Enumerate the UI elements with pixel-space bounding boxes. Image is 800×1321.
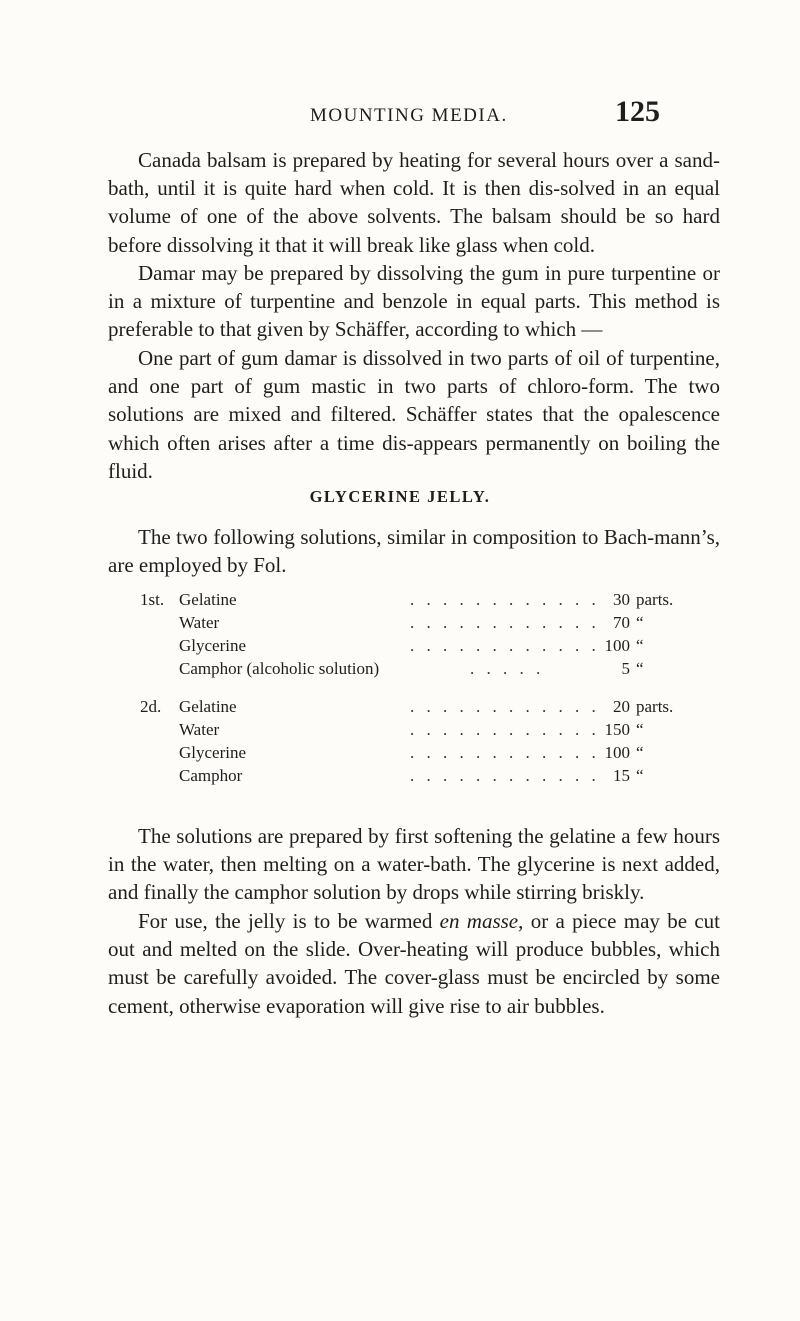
ingredient-unit: “ — [636, 766, 644, 785]
ingredient-quantity: 15 — [613, 766, 630, 785]
ingredient-unit: “ — [636, 743, 644, 762]
ingredient-unit: “ — [636, 659, 644, 678]
ingredient-name: Glycerine — [179, 636, 247, 655]
ingredient-name: Glycerine — [179, 743, 247, 762]
ingredient-quantity: 100 — [604, 743, 630, 762]
dot-leader: . . . . . — [470, 659, 545, 678]
dot-leader: . . . . . . . . . . . . — [410, 720, 600, 739]
usage-text-start: For use, the jelly is to be warmed — [138, 909, 440, 933]
page-number: 125 — [615, 95, 660, 128]
ingredient-name: Water — [179, 720, 220, 739]
recipe-second — [140, 695, 710, 787]
usage-italic-phrase: en masse — [439, 909, 519, 933]
recipe-row — [140, 611, 710, 634]
ingredient-quantity: 20 — [613, 697, 630, 716]
ingredient-name: Water — [179, 613, 220, 632]
dot-leader: . . . . . . . . . . . . — [410, 613, 600, 632]
ingredient-name: Gelatine — [179, 697, 237, 716]
paragraph-usage — [108, 907, 720, 1020]
recipe-row — [140, 657, 710, 680]
dot-leader: . . . . . . . . . . . . — [410, 697, 600, 716]
paragraph-preparation: The solutions are prepared by first softening the gelatine a few hours in the water, then melting on a water-bath. The glycerine is next added, and finally the camphor solution by drops while stirring briskly. — [108, 824, 720, 905]
page-header — [310, 95, 660, 129]
dot-leader: . . . . . . . . . . . . — [410, 636, 600, 655]
paragraph-canada-balsam: Canada balsam is prepared by heating for several hours over a sand-bath, until it is quite hard when cold. It is then dis-solved in an equal volume of one of the above solvents. The balsam should be so hard before dissolving it that it will break like glass when cold. — [108, 148, 720, 257]
paragraph-schaffer-method: One part of gum damar is dissolved in two parts of oil of turpentine, and one part of gum mastic in two parts of chloro-form. The two solutions are mixed and filtered. Schäffer states that the opalescence which often arises after a time dis-appears permanently on boiling the fluid. — [108, 346, 720, 483]
ingredient-quantity: 100 — [604, 636, 630, 655]
ingredient-quantity: 5 — [621, 659, 630, 678]
recipe-row — [140, 588, 710, 611]
dot-leader: . . . . . . . . . . . . — [410, 766, 600, 785]
recipe-number: 1st. — [140, 590, 165, 609]
ingredient-quantity: 70 — [613, 613, 630, 632]
dot-leader: . . . . . . . . . . . . — [410, 590, 600, 609]
recipe-row — [140, 695, 710, 718]
ingredient-quantity: 30 — [613, 590, 630, 609]
ingredient-name: Camphor (alcoholic solution) — [179, 659, 380, 678]
recipe-row — [140, 634, 710, 657]
paragraph-intro: The two following solutions, similar in composition to Bach-mann’s, are employed by Fol. — [108, 525, 720, 578]
ingredient-unit: parts. — [636, 697, 674, 716]
running-title: MOUNTING MEDIA. — [310, 105, 508, 126]
ingredient-unit: “ — [636, 613, 644, 632]
usage-text-end: , or a piece may be cut out and melted on the slide. Over-heating will produce bubbles, which must be carefully avoided. The cover-glass must be encircled by some cement, otherwise evaporation will give rise to air bubbles. — [108, 909, 720, 1018]
paragraph-damar: Damar may be prepared by dissolving the gum in pure turpentine or in a mixture of turpentine and benzole in equal parts. This method is preferable to that given by Schäffer, according to which — — [108, 261, 720, 342]
recipe-first — [140, 588, 710, 680]
ingredient-name: Gelatine — [179, 590, 237, 609]
recipe-row — [140, 741, 710, 764]
dot-leader: . . . . . . . . . . . . — [410, 743, 600, 762]
recipe-number: 2d. — [140, 697, 162, 716]
ingredient-unit: parts. — [636, 590, 674, 609]
ingredient-unit: “ — [636, 636, 644, 655]
ingredient-unit: “ — [636, 720, 644, 739]
ingredient-quantity: 150 — [604, 720, 630, 739]
recipe-row — [140, 764, 710, 787]
ingredient-name: Camphor — [179, 766, 243, 785]
recipe-row — [140, 718, 710, 741]
section-heading: GLYCERINE JELLY. — [309, 487, 491, 506]
